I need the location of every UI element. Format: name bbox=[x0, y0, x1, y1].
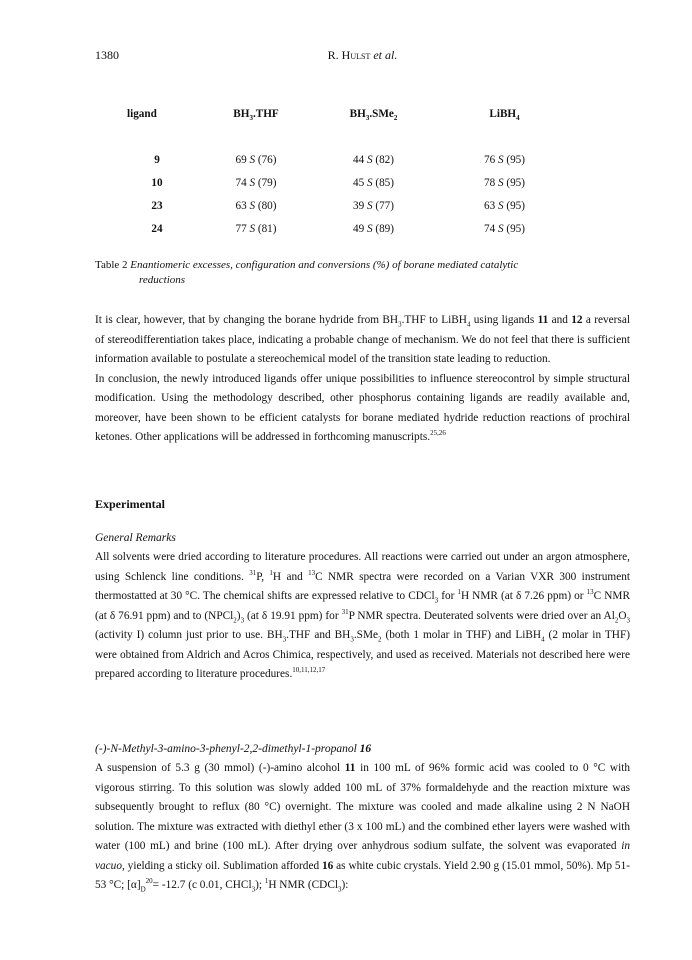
table-caption bbox=[95, 258, 595, 288]
paragraph-procedure bbox=[95, 759, 630, 896]
table-row bbox=[113, 217, 573, 240]
value-cell: 49 S (89) bbox=[352, 222, 394, 235]
value-cell: 69 S (76) bbox=[235, 153, 277, 166]
table-header-row bbox=[113, 94, 573, 134]
col-header-bh3-sme2: $BH_3.SMe_2$ bbox=[349, 108, 398, 123]
ligand-cell: 23 bbox=[151, 199, 163, 212]
value-cell: 77 S (81) bbox=[235, 222, 277, 235]
value-cell: 76 S (95) bbox=[483, 153, 525, 166]
col-header-libh4: LiBH$_4$ bbox=[489, 108, 520, 123]
value-cell: 78 S (95) bbox=[483, 176, 525, 189]
paragraph-general-remarks bbox=[95, 548, 630, 685]
value-cell: 74 S (79) bbox=[235, 176, 277, 189]
ligand-cell: 10 bbox=[151, 176, 163, 189]
table-row bbox=[113, 194, 573, 217]
col-header-bh3-thf: $BH_3.THF$ bbox=[233, 108, 279, 123]
page-number: 1380 bbox=[95, 48, 119, 62]
results-table bbox=[113, 94, 573, 240]
paragraph-2: In conclusion, the newly introduced ligands offer unique possibilities to influence stereocontrol by simple structural modification. Using the methodology described, other phosphorus containing ligands are readily available and, moreover, have been shown to be efficient catalysts for borane mediated hydride reduction reactions of prochiral ketones. Other applications will be addressed in forthcoming manuscripts.$^{25,26}$ bbox=[95, 372, 630, 443]
running-author: R. Hulst et al. bbox=[327, 48, 398, 62]
compound-heading: (-)-N-Methyl-3-amino-3-phenyl-2,2-dimethyl-1-propanol 16 bbox=[95, 743, 372, 755]
paragraph-4: A suspension of 5.3 g (30 mmol) (-)-amino alcohol 11 in 100 mL of 96% formic acid was cooled to 0 °C with vigorous stirring. To this solution was slowly added 100 mL of 37% formaldehyde and the reaction mixture was subsequently brought to reflux (80 °C) overnight. The mixture was cooled and made alkaline using 2 N NaOH solution. The mixture was extracted with diethyl ether (3 x 100 mL) and the combined ether layers were washed with water (100 mL) and brine (100 mL). After drying over anhydrous sodium sulfate, the solvent was evaporated in vacuo, yielding a sticky oil. Sublimation afforded 16 as white cubic crystals. Yield 2.90 g (15.01 mmol, 50%). Mp 51-53 °C; $[\alpha]_D^{20}= -12.7$ (c 0.01, CHCl$_3$); $^1$H NMR (CDCl$_3$): bbox=[95, 762, 631, 894]
caption-label: Table 2 bbox=[95, 259, 128, 271]
ligand-cell: 24 bbox=[151, 222, 163, 235]
table-row bbox=[113, 134, 573, 171]
value-cell: 63 S (80) bbox=[235, 199, 277, 212]
caption-text-1: Enantiomeric excesses, configuration and conversions (%) of borane mediated catalytic bbox=[130, 259, 519, 271]
table-row bbox=[113, 171, 573, 194]
value-cell: 45 S (85) bbox=[352, 176, 394, 189]
caption-text-2: reductions bbox=[139, 274, 186, 286]
ligand-cell: 9 bbox=[154, 153, 160, 166]
value-cell: 39 S (77) bbox=[352, 199, 394, 212]
col-header-ligand: ligand bbox=[127, 108, 157, 120]
paragraph-3: All solvents were dried according to literature procedures. All reactions were carried out under an argon atmosphere, using Schlenck line conditions. $^{31}$P, $^1$H and $^{13}$C NMR spectra were recorded on a Varian VXR 300 instrument thermostatted at 30 °C. The chemical shifts are expressed relative to CDCl$_3$ for $^1$H NMR (at δ 7.26 ppm) or $^{13}$C NMR (at δ 76.91 ppm) and to $(NPCl_2)_3$ (at δ 19.91 ppm) for $^{31}$P NMR spectra. Deuterated solvents were dried over an $Al_2O_3$ (activity I) column just prior to use. $BH_3.THF$ and $BH_3.SMe_2$ (both 1 molar in THF) and LiBH$_4$ (2 molar in THF) were obtained from Aldrich and Acros Chimica, respectively, and used as received. Materials not described here were prepared according to literature procedures.$^{10,11,12,17}$ bbox=[95, 551, 631, 680]
paragraph-1: It is clear, however, that by changing the borane hydride from $BH_3.THF$ to LiBH$_4$ using ligands 11 and 12 a reversal of stereodifferentiation takes place, indicating a probable change of mechanism. We do not feel that there is sufficient information available to postulate a stereochemical model of the transition state leading to reduction. bbox=[95, 314, 630, 365]
running-head bbox=[95, 48, 630, 64]
value-cell: 44 S (82) bbox=[352, 153, 394, 166]
value-cell: 74 S (95) bbox=[483, 222, 525, 235]
value-cell: 63 S (95) bbox=[483, 199, 525, 212]
experimental-heading: Experimental bbox=[95, 497, 165, 511]
general-remarks-heading: General Remarks bbox=[95, 532, 176, 544]
paragraph-discussion bbox=[95, 311, 630, 448]
